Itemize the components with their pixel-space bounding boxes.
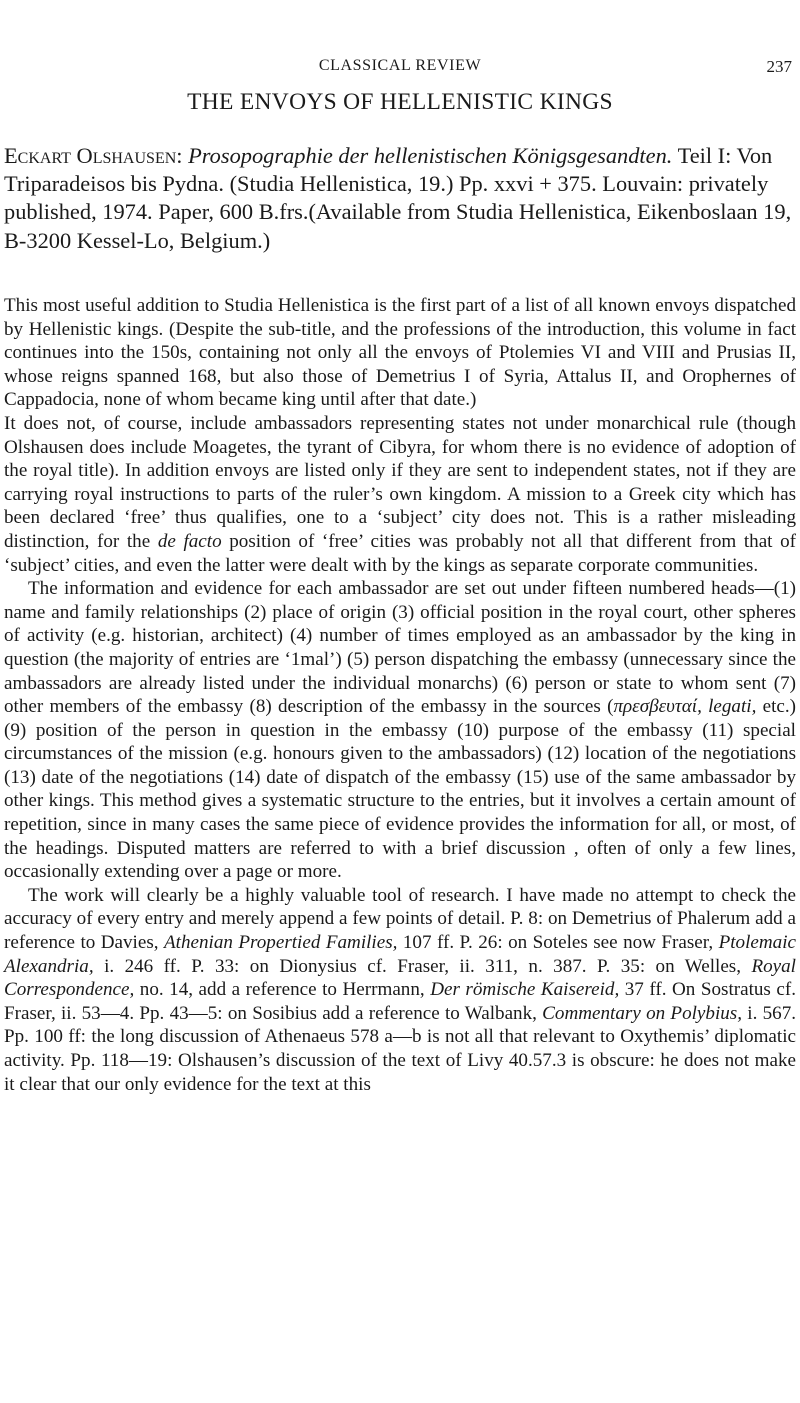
article-title: THE ENVOYS OF HELLENISTIC KINGS <box>187 89 613 115</box>
paragraph-4-text-5: 37 ff. On Sostratus cf. Fraser, ii. 53—4. Pp. 43—5: on Sosibius add a reference to Walbank, <box>4 979 796 1024</box>
citation-book-title: Prosopographie der hellenistischen Königsgesandten. <box>188 143 673 168</box>
paragraph-4-text-1: The work will clearly be a highly valuable tool of research. I have made no attempt to check the accuracy of every entry and merely append a few points of detail. P. 8: on Demetrius of Phalerum add a reference to Davies, <box>4 884 796 954</box>
paragraph-2-text-a: It does not, of course, include ambassadors representing states not under monarchical rule (though Olshausen does include Moagetes, the tyrant of Cibyra, for whom there is no evidence of adoption of the royal title). In addition envoys are listed only if they are sent to independent states, not if they are carrying royal instructions to parts of the ruler’s own kingdom. A mission to a Greek city which has been declared ‘free’ thus qualifies, one to a ‘subject’ city does not. This is a rather misleading distinction, for the <box>4 412 796 552</box>
paragraph-3-text-b: etc.) (9) position of the person in question in the embassy (10) purpose of the embassy (11) special circumstances of the mission (e.g. honours given to the ambassadors) (12) location of the negotiations (13) date of the negotiations (14) date of dispatch of the embassy (15) use of the same ambassador by other kings. This method gives a systematic structure to the entries, but it involves a certain amount of repetition, since in many cases the same piece of evidence provides the information for all, or most, of the headings. Disputed matters are referred to with a brief discussion , often of only a few lines, occasionally extending over a page or more. <box>4 696 797 883</box>
paragraph-4-text-3: i. 246 ff. P. 33: on Dionysius cf. Fraser, ii. 311, n. 387. P. 35: on Welles, <box>93 955 752 977</box>
paragraph-4-text-2: 107 ff. P. 26: on Soteles see now Fraser, <box>397 932 719 954</box>
paragraph-4-title-2: Ptolemaic Alexandria, <box>4 932 796 977</box>
paragraph-2-emphasis: de facto <box>157 530 222 552</box>
page-number: 237 <box>766 57 792 76</box>
paragraph-4-title-3: Royal Correspondence, <box>4 955 796 1001</box>
paragraph-3 <box>4 577 796 884</box>
paragraph-4-title-4: Der römische Kaisereid, <box>430 979 620 1001</box>
paragraph-4-title-5: Commentary on Polybius, <box>542 1002 743 1024</box>
paragraph-4 <box>4 884 796 1096</box>
paragraph-3-text-a: The information and evidence for each ambassador are set out under fifteen numbered heads—(1) name and family relationships (2) place of origin (3) official position in the royal court, other spheres of activity (e.g. historian, architect) (4) number of times employed as an ambassador by the king in question (the majority of entries are ‘1mal’) (5) person dispatching the embassy (unnecessary since the ambassadors are already listed under the individual monarchs) (6) person or state to whom sent (7) other members of the embassy (8) description of the embassy in the sources ( <box>4 578 796 718</box>
citation-author: Eckart Olshausen: <box>4 143 183 168</box>
paragraph-4-title-1: Athenian Propertied Families, <box>163 932 398 954</box>
journal-name: CLASSICAL REVIEW <box>318 57 482 74</box>
paragraph-1: This most useful addition to Studia Hellenistica is the first part of a list of all known envoys dispatched by Hellenistic kings. (Despite the sub-title, and the professions of the introduction, this volume in fact continues into the 150s, containing not only all the envoys of Ptolemies VI and VIII and Prusias II, whose reigns spanned 168, but also those of Demetrius I of Syria, Attalus II, and Orophernes of Cappadocia, none of whom became king until after that date.) <box>4 295 796 411</box>
book-citation <box>4 142 794 255</box>
paragraph-4-text-6: i. 567. Pp. 100 ff: the long discussion of Athenaeus 578 a—b is not all that relevant to Oxythemis’ diplomatic activity. Pp. 118—19: Olshausen’s discussion of the text of Livy 40.57.3 is obscure: he does not make it clear that our only evidence for the text at this <box>4 1002 797 1095</box>
running-head <box>0 57 800 79</box>
paragraph-3-greek-terms: πρεσβευταί, legati, <box>613 696 757 718</box>
citation-details: Teil I: Von Triparadeisos bis Pydna. (Studia Hellenistica, 19.) Pp. xxvi + 375. Louvain: privately published, 1974. Paper, 600 B.frs.(Available from Studia Hellenistica, Eikenboslaan 19, B-3200 Kessel-Lo, Belgium.) <box>4 143 792 253</box>
paragraph-2 <box>4 412 796 577</box>
review-body <box>4 294 796 1096</box>
paragraph-4-text-4: no. 14, add a reference to Herrmann, <box>134 979 431 1001</box>
paragraph-2-text-b: position of ‘free’ cities was probably not all that different from that of ‘subject’ cities, and even the latter were dealt with by the kings as separate corporate communities. <box>4 530 796 576</box>
